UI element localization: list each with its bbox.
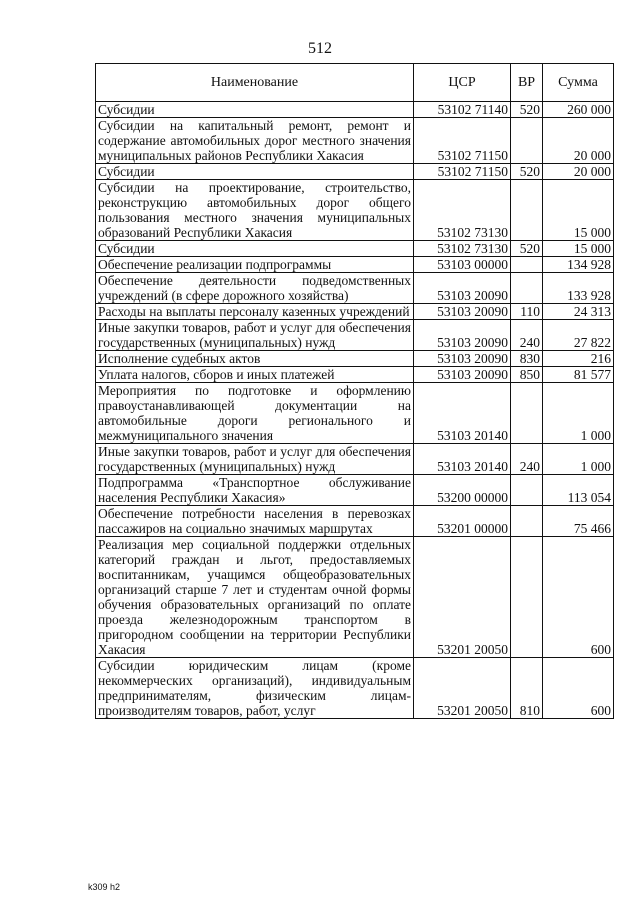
table-row <box>96 383 614 444</box>
row-vr <box>511 257 543 273</box>
row-vr: 520 <box>511 164 543 180</box>
row-name: Исполнение судебных актов <box>96 351 414 367</box>
row-name: Субсидии <box>96 241 414 257</box>
row-name: Подпрограмма «Транспортное обслуживание населения Республики Хакасия» <box>96 475 414 506</box>
row-sum: 133 928 <box>543 273 614 304</box>
row-sum: 134 928 <box>543 257 614 273</box>
table-row <box>96 320 614 351</box>
row-sum: 15 000 <box>543 241 614 257</box>
row-name: Субсидии на капитальный ремонт, ремонт и содержание автомобильных дорог местного значения муниципальных районов Республики Хакасия <box>96 118 414 164</box>
row-sum: 600 <box>543 658 614 719</box>
row-csr: 53201 20050 <box>414 537 511 658</box>
table-row <box>96 273 614 304</box>
row-name: Реализация мер социальной поддержки отдельных категорий граждан и льгот, предоставляемых воспитанникам, учащимся общеобразовательных организаций старше 7 лет и студентам очной формы обучения образовательных организаций по оплате проезда железнодорожным транспортом в пригородном сообщении на территории Республики Хакасия <box>96 537 414 658</box>
row-vr: 850 <box>511 367 543 383</box>
table-row <box>96 118 614 164</box>
row-sum: 20 000 <box>543 118 614 164</box>
table-row <box>96 506 614 537</box>
row-name: Субсидии <box>96 102 414 118</box>
row-name: Субсидии юридическим лицам (кроме некоммерческих организаций), индивидуальным предпринимателям, физическим лицам-производителям товаров, работ, услуг <box>96 658 414 719</box>
table-row <box>96 257 614 273</box>
row-vr <box>511 273 543 304</box>
row-name: Обеспечение деятельности подведомственных учреждений (в сфере дорожного хозяйства) <box>96 273 414 304</box>
row-name: Обеспечение потребности населения в перевозках пассажиров на социально значимых маршрутах <box>96 506 414 537</box>
row-vr <box>511 537 543 658</box>
row-sum: 20 000 <box>543 164 614 180</box>
row-vr: 520 <box>511 102 543 118</box>
row-csr: 53102 73130 <box>414 180 511 241</box>
row-csr: 53103 20090 <box>414 367 511 383</box>
row-vr <box>511 383 543 444</box>
table-row <box>96 444 614 475</box>
row-name: Субсидии <box>96 164 414 180</box>
table-row <box>96 658 614 719</box>
row-vr: 830 <box>511 351 543 367</box>
row-csr: 53200 00000 <box>414 475 511 506</box>
table-row <box>96 241 614 257</box>
row-name: Субсидии на проектирование, строительство, реконструкцию автомобильных дорог общего пользования местного значения муниципальных образований Республики Хакасия <box>96 180 414 241</box>
row-csr: 53103 20140 <box>414 444 511 475</box>
row-vr <box>511 506 543 537</box>
row-csr: 53102 71150 <box>414 164 511 180</box>
table-row <box>96 351 614 367</box>
row-csr: 53103 00000 <box>414 257 511 273</box>
footer-code: k309 h2 <box>88 882 121 892</box>
row-csr: 53102 71150 <box>414 118 511 164</box>
header-name: Наименование <box>96 64 414 102</box>
row-vr: 240 <box>511 444 543 475</box>
table-row <box>96 367 614 383</box>
table-row <box>96 537 614 658</box>
budget-table <box>95 63 614 719</box>
table-header-row <box>96 64 614 102</box>
row-name: Уплата налогов, сборов и иных платежей <box>96 367 414 383</box>
row-vr <box>511 475 543 506</box>
row-vr: 520 <box>511 241 543 257</box>
row-name: Обеспечение реализации подпрограммы <box>96 257 414 273</box>
row-csr: 53102 73130 <box>414 241 511 257</box>
row-name: Мероприятия по подготовке и оформлению правоустанавливающей документации на автомобильные дороги регионального и межмуниципального значения <box>96 383 414 444</box>
table-row <box>96 304 614 320</box>
row-name: Расходы на выплаты персоналу казенных учреждений <box>96 304 414 320</box>
row-sum: 15 000 <box>543 180 614 241</box>
row-name: Иные закупки товаров, работ и услуг для обеспечения государственных (муниципальных) нужд <box>96 320 414 351</box>
row-vr: 810 <box>511 658 543 719</box>
row-csr: 53103 20090 <box>414 351 511 367</box>
row-sum: 27 822 <box>543 320 614 351</box>
row-sum: 24 313 <box>543 304 614 320</box>
row-sum: 260 000 <box>543 102 614 118</box>
row-csr: 53102 71140 <box>414 102 511 118</box>
row-sum: 1 000 <box>543 444 614 475</box>
table-row <box>96 475 614 506</box>
row-sum: 1 000 <box>543 383 614 444</box>
header-vr: ВР <box>511 64 543 102</box>
row-vr: 240 <box>511 320 543 351</box>
row-vr: 110 <box>511 304 543 320</box>
row-csr: 53103 20140 <box>414 383 511 444</box>
row-sum: 600 <box>543 537 614 658</box>
table-row <box>96 102 614 118</box>
row-csr: 53201 20050 <box>414 658 511 719</box>
row-sum: 113 054 <box>543 475 614 506</box>
table-row <box>96 164 614 180</box>
table-row <box>96 180 614 241</box>
page-number: 512 <box>308 40 332 57</box>
row-name: Иные закупки товаров, работ и услуг для обеспечения государственных (муниципальных) нужд <box>96 444 414 475</box>
row-csr: 53103 20090 <box>414 320 511 351</box>
row-csr: 53103 20090 <box>414 273 511 304</box>
header-csr: ЦСР <box>414 64 511 102</box>
row-sum: 216 <box>543 351 614 367</box>
row-vr <box>511 180 543 241</box>
row-sum: 75 466 <box>543 506 614 537</box>
header-sum: Сумма <box>543 64 614 102</box>
row-sum: 81 577 <box>543 367 614 383</box>
row-csr: 53201 00000 <box>414 506 511 537</box>
row-vr <box>511 118 543 164</box>
row-csr: 53103 20090 <box>414 304 511 320</box>
